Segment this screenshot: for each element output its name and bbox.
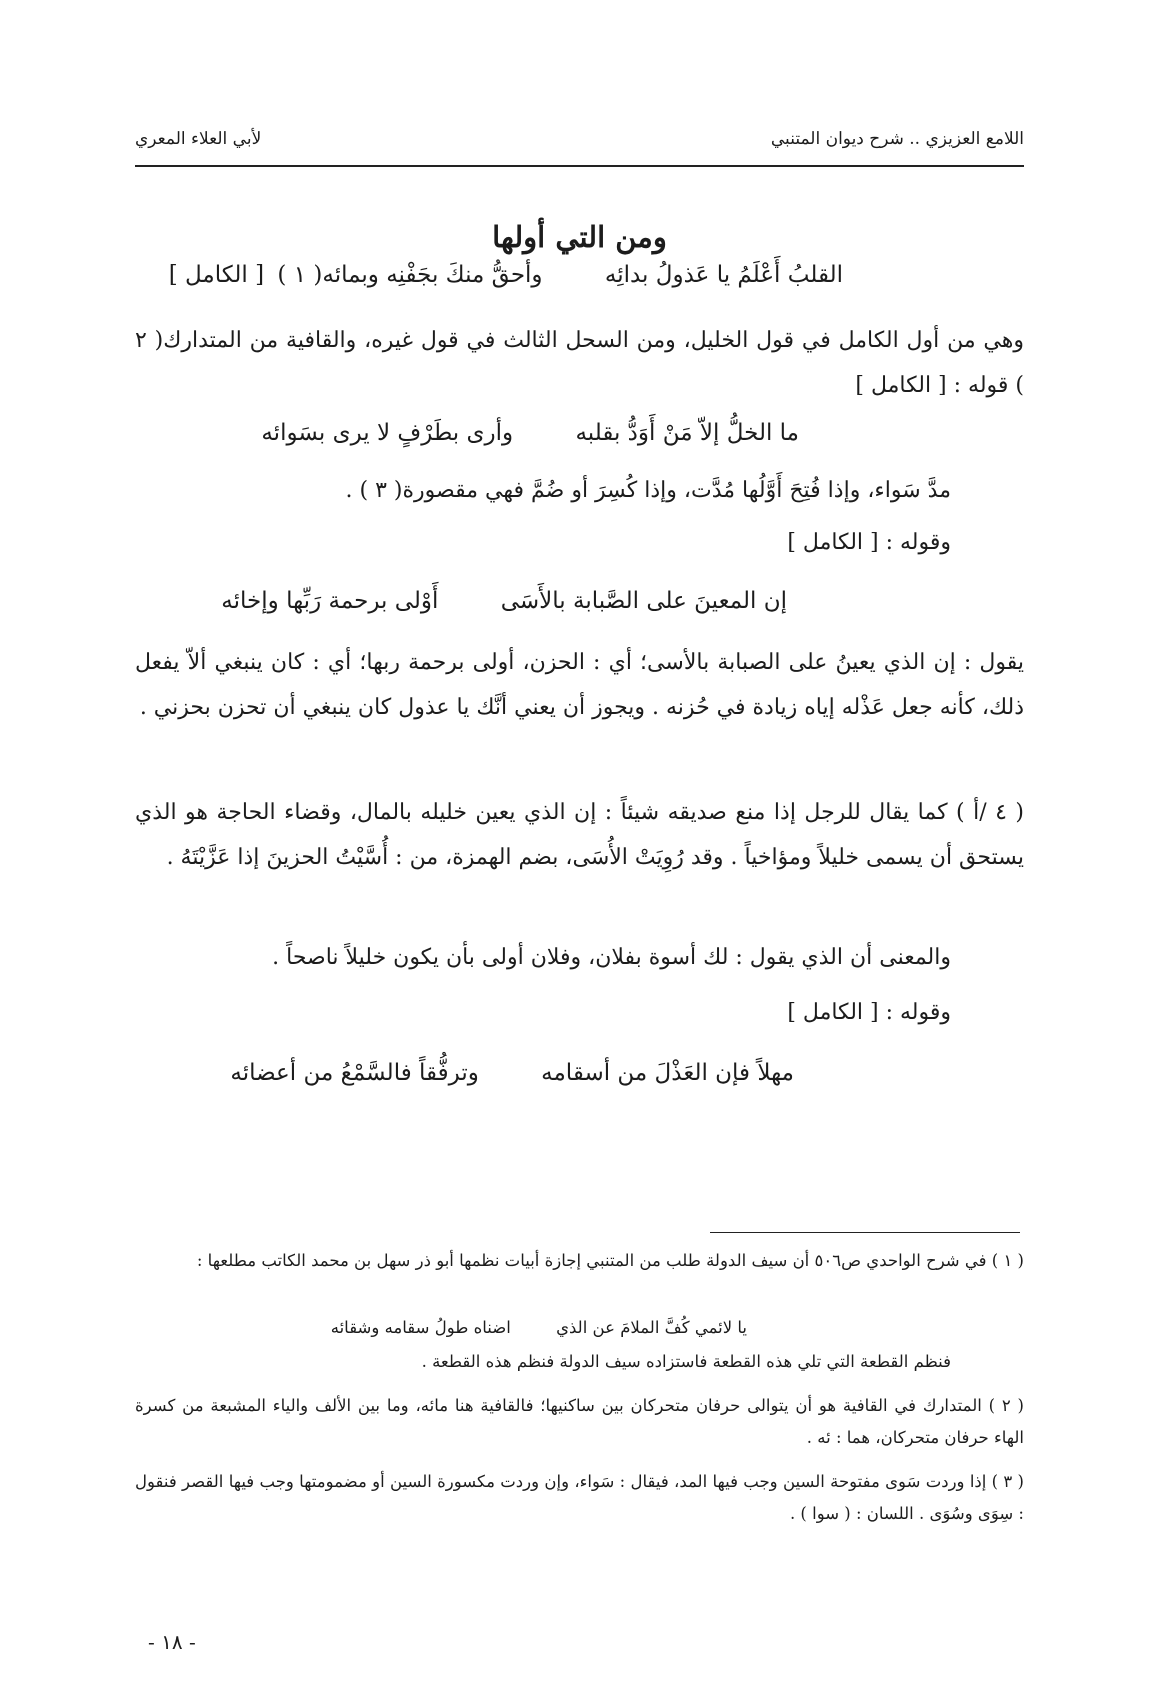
section-title: ومن التي أولها — [492, 220, 667, 254]
footnote-1-verse-first: يا لائمي كُفَّ الملامَ عن الذي — [556, 1318, 747, 1337]
paragraph-meter-note: وهي من أول الكامل في قول الخليل، ومن السحل الثالث في قول غيره، والقافية من المتدارك( ٢ ) قوله : [ الكامل ] — [135, 328, 1024, 398]
verse-4-second-hemistich: وترفُّقاً فالسَّمْعُ من أعضائه — [230, 1060, 479, 1086]
verse-1-second-hemistich: وأحقُّ منكَ بجَفْنِه وبمائه( ١ ) — [277, 262, 543, 288]
footnote-1-verse — [331, 1318, 747, 1337]
running-header — [135, 125, 1024, 167]
author-name: لأبي العلاء المعري — [135, 129, 262, 149]
verse-1-first-hemistich: القلبُ أَعْلَمُ يا عَذولُ بدائِه — [604, 262, 843, 288]
verse-4-first-hemistich: مهلاً فإن العَذْلَ من أسقامه — [541, 1060, 794, 1086]
verse-3-first-hemistich: إن المعينَ على الصَّبابة بالأَسَى — [500, 588, 787, 614]
verse-3-intro: وقوله : [ الكامل ] — [787, 530, 951, 555]
book-title: اللامع العزيزي .. شرح ديوان المتنبي — [770, 129, 1024, 149]
footnote-1-verse-second: اضناه طولُ سقامه وشقائه — [330, 1318, 511, 1337]
verse-1 — [169, 262, 843, 288]
verse-2 — [261, 420, 799, 446]
footnote-separator — [710, 1232, 1020, 1233]
page-number: - ١٨ - — [148, 1630, 196, 1654]
footnote-3: ( ٣ ) إذا وردت سَوى مفتوحة السين وجب فيها المد، فيقال : سَواء، وإن وردت مكسورة السين أو مضمومتها وجب فيها القصر فنقول : سِوَى وسُوَى . اللسان : ( سوا ) . — [135, 1472, 1024, 1523]
paragraph-commentary-3: والمعنى أن الذي يقول : لك أسوة بفلان، وفلان أولى بأن يكون خليلاً ناصحاً . — [272, 945, 951, 970]
verse-4 — [230, 1060, 794, 1086]
footnote-1-continuation: فنظم القطعة التي تلي هذه القطعة فاستزاده سيف الدولة فنظم هذه القطعة . — [421, 1352, 951, 1371]
verse-1-meter: [ الكامل ] — [168, 262, 265, 288]
verse-2-second-hemistich: وأرى بطَرْفٍ لا يرى بسَوائه — [261, 420, 514, 446]
footnote-1: ( ١ ) في شرح الواحدي ص٥٠٦ أن سيف الدولة طلب من المتنبي إجازة أبيات نظمها أبو ذر سهل بن محمد الكاتب مطلعها : — [196, 1251, 1024, 1270]
verse-4-intro: وقوله : [ الكامل ] — [787, 1000, 951, 1025]
verse-3-second-hemistich: أَوْلى برحمة رَبِّها وإخائه — [221, 588, 439, 614]
verse-3 — [221, 588, 787, 614]
verse-2-first-hemistich: ما الخلُّ إلاّ مَنْ أَوَدُّ بقلبه — [575, 420, 799, 446]
paragraph-commentary-1: يقول : إن الذي يعينُ على الصبابة بالأسى؛ أي : الحزن، أولى برحمة ربها؛ أي : كان ينبغي ألاّ يفعل ذلك، كأنه جعل عَذْله إياه زيادة في حُزنه . ويجوز أن يعني أنَّك يا عذول كان ينبغي أن تحزن بحزني . — [135, 650, 1024, 720]
paragraph-commentary-2: ( ٤ /أ ) كما يقال للرجل إذا منع صديقه شيئاً : إن الذي يعين خليله بالمال، وقضاء الحاجة هو الذي يستحق أن يسمى خليلاً ومؤاخياً . وقد رُوِيَتْ الأُسَى، بضم الهمزة، من : أُسَّيْتُ الحزينَ إذا عَزَّيْتَهُ . — [135, 800, 1024, 870]
footnote-2: ( ٢ ) المتدارك في القافية هو أن يتوالى حرفان متحركان بين ساكنيها؛ فالقافية هنا مائه، وما بين الألف والياء المشبعة من كسرة الهاء حرفان متحركان، هما : ئه . — [135, 1396, 1024, 1447]
paragraph-sawa-note: مدَّ سَواء، وإذا فُتِحَ أَوَّلُها مُدَّت، وإذا كُسِرَ أو ضُمَّ فهي مقصورة( ٣ ) . — [345, 478, 951, 503]
